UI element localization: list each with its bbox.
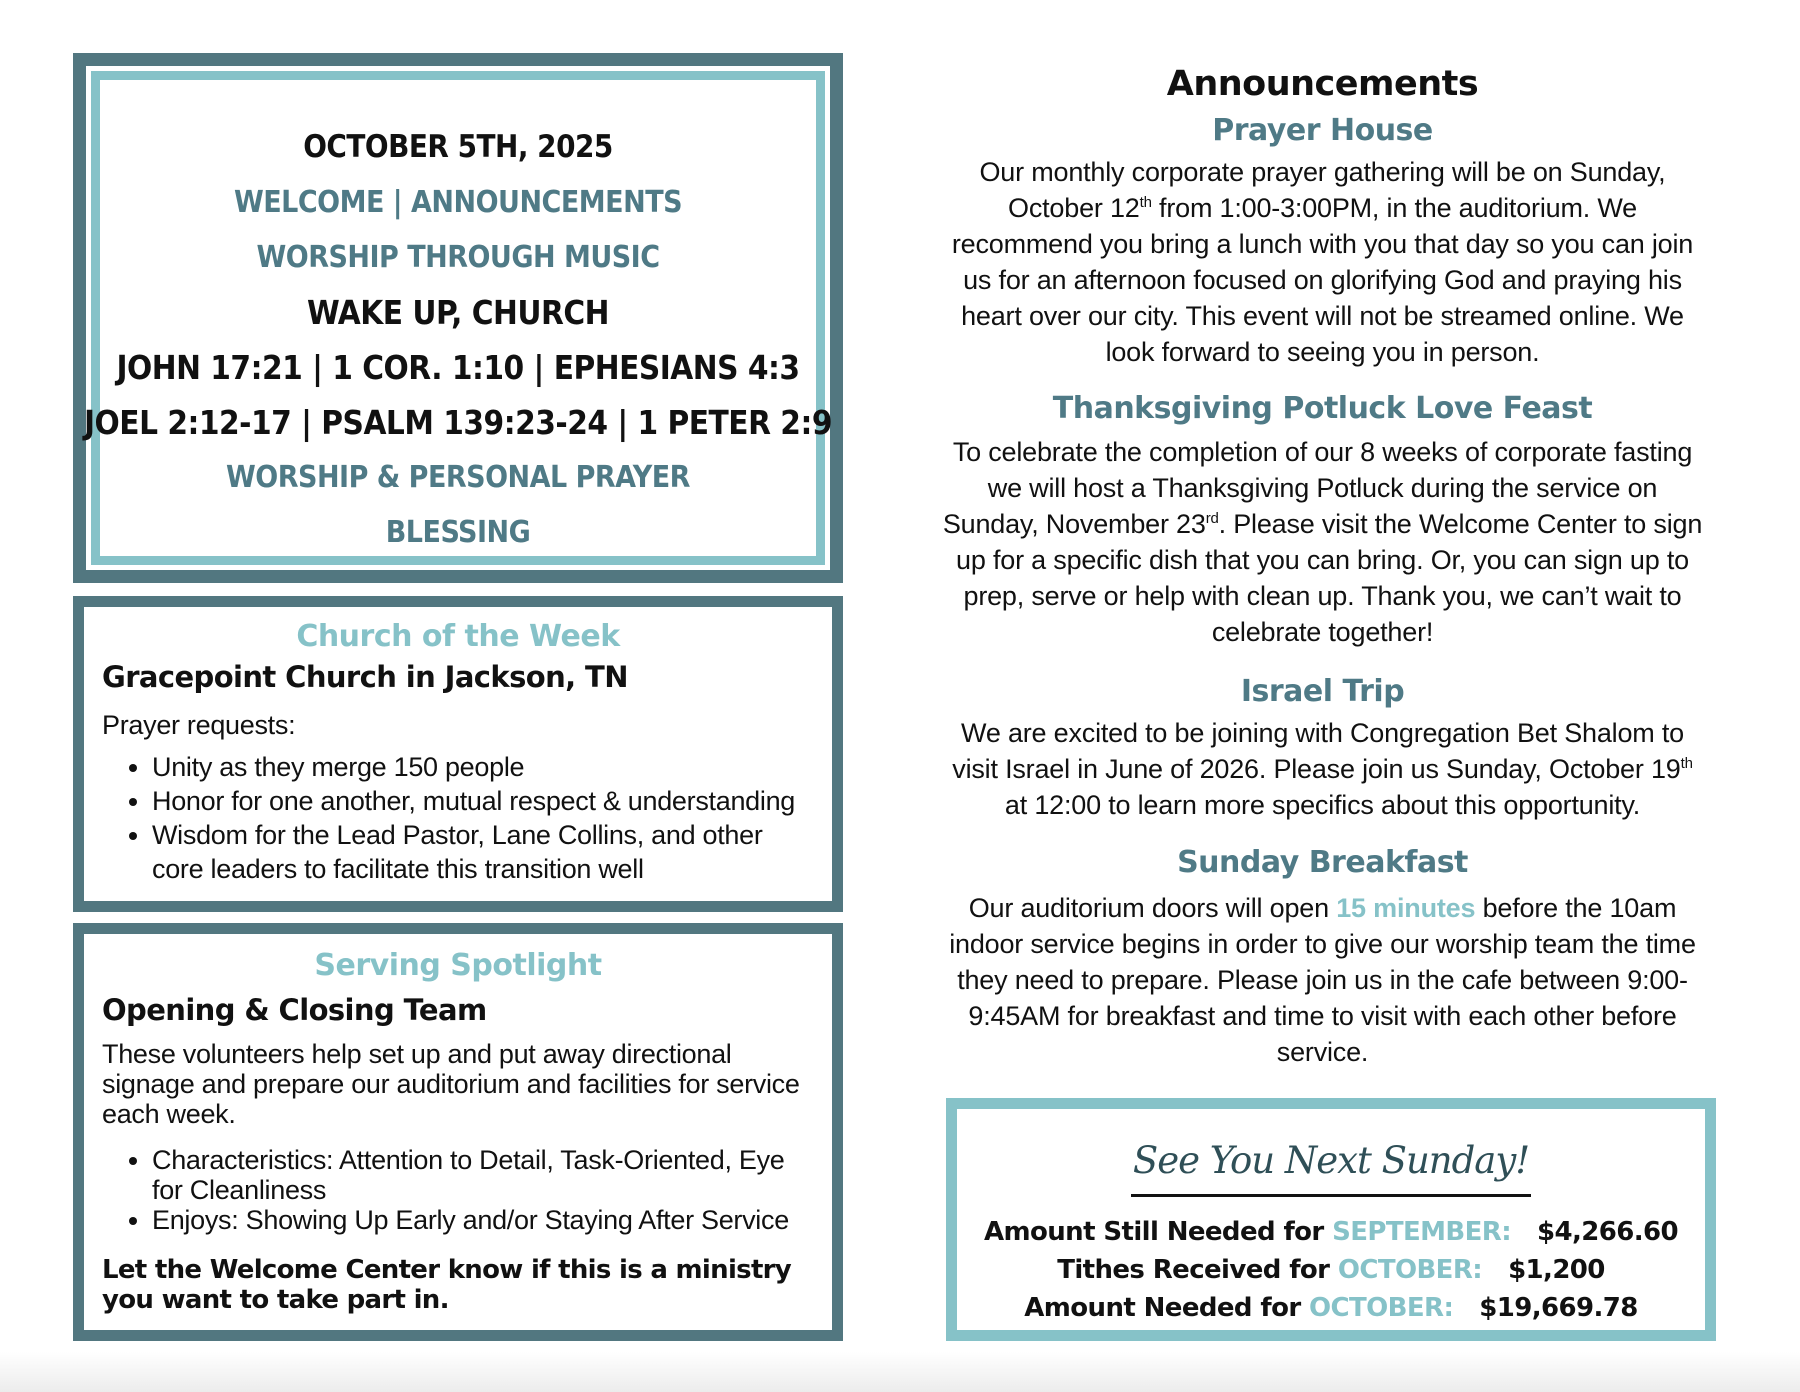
prayer-request-item: • Wisdom for the Lead Pastor, Lane Collins, and other core leaders to facilitate this transition well: [152, 818, 814, 886]
announcement-body: To celebrate the completion of our 8 weeks of corporate fasting we will host a Thanksgiving Potluck during the service on Sunday, November 23rd. Please visit the Welcome Center to sign up for a specific dish that you can bring. Or, you can sign up to prep, serve or help with clean up. Thank you, we can’t wait to celebrate together!: [942, 437, 1703, 647]
service-item-blessing: BLESSING: [385, 515, 531, 550]
serving-spotlight-panel: [73, 923, 843, 1341]
announcement-heading: Prayer House: [1212, 113, 1433, 148]
announcement-body: Our monthly corporate prayer gathering will be on Sunday, October 12th from 1:00-3:00PM, in the auditorium. We recommend you bring a lunch with you that day so you can join us for an afternoon focused on glorifying God and praying his heart over our city. This event will not be streamed online. We look forward to seeing you in person.: [951, 157, 1694, 367]
finance-row: Amount Needed for OCTOBER: $19,669.78: [1024, 1293, 1638, 1323]
highlight-15-minutes: 15 minutes: [1336, 893, 1476, 923]
service-item-worship-music: WORSHIP THROUGH MUSIC: [256, 240, 660, 275]
finance-box: [946, 1098, 1716, 1341]
team-traits-list: [102, 1145, 814, 1235]
service-item-worship-prayer: WORSHIP & PERSONAL PRAYER: [226, 460, 690, 495]
prayer-requests-label: Prayer requests:: [102, 710, 296, 740]
team-trait-item: • Characteristics: Attention to Detail, Task-Oriented, Eye for Cleanliness: [152, 1145, 814, 1205]
announcement-heading: Thanksgiving Potluck Love Feast: [1052, 391, 1593, 426]
divider-line: [1131, 1194, 1531, 1197]
announcements-title: Announcements: [1166, 64, 1479, 104]
prayer-request-item: • Unity as they merge 150 people: [152, 750, 814, 784]
announcement-heading: Sunday Breakfast: [1177, 845, 1468, 880]
team-trait-item: • Enjoys: Showing Up Early and/or Staying After Service: [152, 1205, 814, 1235]
team-description: These volunteers help set up and put away directional signage and prepare our auditorium and facilities for service each week.: [102, 1039, 800, 1129]
church-of-week-title: Church of the Week: [296, 619, 620, 654]
prayer-request-list: [102, 750, 814, 886]
announcement-israel-trip: [940, 674, 1705, 823]
scripture-line-1: JOHN 17:21 | 1 COR. 1:10 | EPHESIANS 4:3: [116, 348, 800, 387]
serving-call-to-action: Let the Welcome Center know if this is a ministry you want to take part in.: [102, 1255, 792, 1315]
team-name: Opening & Closing Team: [102, 993, 487, 1027]
announcement-heading: Israel Trip: [1240, 674, 1405, 709]
service-item-welcome: WELCOME | ANNOUNCEMENTS: [233, 185, 683, 220]
church-of-the-week-panel: [73, 596, 843, 912]
church-name: Gracepoint Church in Jackson, TN: [102, 660, 628, 694]
finance-row: Tithes Received for OCTOBER: $1,200: [1057, 1255, 1605, 1285]
announcement-body: We are excited to be joining with Congregation Bet Shalom to visit Israel in June of 2026. Please join us Sunday, October 19th at 12:00 to learn more specifics about this opportunity.: [952, 718, 1693, 820]
announcement-body: Our auditorium doors will open 15 minutes before the 10am indoor service begins in order to give our worship team the time they need to prepare. Please join us in the cafe between 9:00-9:45AM for breakfast and time to visit with each other before service.: [949, 893, 1696, 1067]
order-of-service-box: [73, 53, 843, 583]
announcement-prayer-house: [940, 113, 1705, 370]
announcement-potluck: [940, 391, 1705, 650]
prayer-request-item: • Honor for one another, mutual respect & understanding: [152, 784, 814, 818]
serving-spotlight-title: Serving Spotlight: [314, 948, 602, 983]
finance-row: Amount Still Needed for SEPTEMBER: $4,266.60: [983, 1217, 1679, 1247]
page-bottom-shadow: [0, 1352, 1800, 1392]
scripture-line-2: JOEL 2:12-17 | PSALM 139:23-24 | 1 PETER 2:9: [84, 403, 832, 442]
see-you-next-sunday: See You Next Sunday!: [1132, 1139, 1530, 1182]
announcement-breakfast: [940, 845, 1705, 1070]
service-date: OCTOBER 5TH, 2025: [303, 129, 613, 165]
sermon-title: WAKE UP, CHURCH: [306, 293, 610, 332]
